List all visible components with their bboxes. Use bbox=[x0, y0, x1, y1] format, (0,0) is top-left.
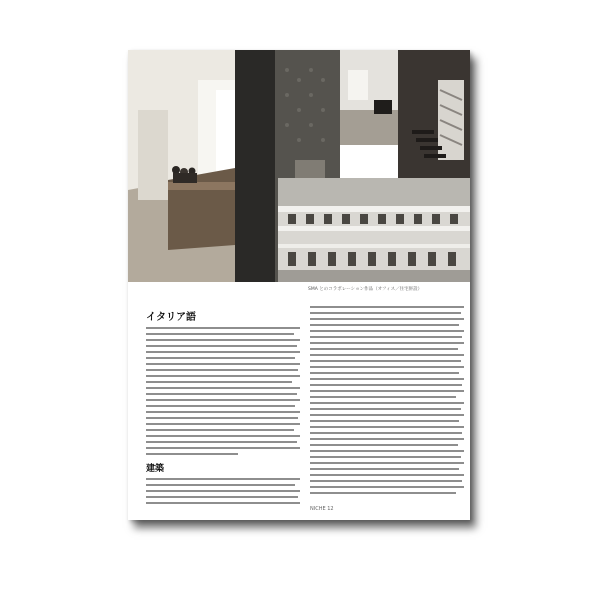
office-corridor-photo bbox=[128, 50, 235, 282]
text-line bbox=[310, 474, 464, 476]
text-line bbox=[310, 468, 459, 470]
text-line bbox=[310, 402, 464, 404]
page-folio: NICHE 12 bbox=[310, 506, 334, 512]
text-line bbox=[310, 420, 459, 422]
body-text-block bbox=[310, 306, 464, 494]
text-line bbox=[310, 414, 464, 416]
text-line bbox=[310, 354, 464, 356]
text-line bbox=[146, 357, 295, 359]
text-line bbox=[146, 351, 300, 353]
text-line bbox=[310, 342, 464, 344]
text-line bbox=[310, 462, 464, 464]
text-line bbox=[146, 405, 295, 407]
interior-room-photo bbox=[340, 50, 398, 145]
text-line bbox=[146, 496, 298, 498]
text-line bbox=[146, 345, 297, 347]
text-line bbox=[310, 492, 456, 494]
text-line bbox=[146, 478, 300, 480]
text-line bbox=[310, 408, 461, 410]
text-line bbox=[146, 375, 300, 377]
photo-caption: SMA とのコラボレーション作品（オフィス／住宅併設） bbox=[308, 287, 423, 292]
body-text-block bbox=[146, 478, 300, 504]
text-line bbox=[310, 318, 464, 320]
text-line bbox=[146, 369, 298, 371]
text-line bbox=[146, 417, 298, 419]
text-line bbox=[310, 306, 464, 308]
text-line bbox=[146, 327, 300, 329]
text-line bbox=[146, 381, 292, 383]
text-line bbox=[310, 378, 464, 380]
text-line bbox=[146, 490, 300, 492]
text-line bbox=[310, 486, 464, 488]
heading-architecture: 建築 bbox=[146, 464, 165, 474]
text-line bbox=[310, 480, 462, 482]
body-text-block bbox=[146, 327, 300, 455]
text-line bbox=[310, 336, 462, 338]
text-line bbox=[310, 450, 464, 452]
text-line bbox=[146, 363, 300, 365]
text-line bbox=[146, 453, 238, 455]
text-line bbox=[310, 438, 464, 440]
text-line bbox=[146, 339, 300, 341]
text-line bbox=[146, 441, 297, 443]
text-line bbox=[310, 366, 464, 368]
text-line bbox=[146, 411, 300, 413]
text-line bbox=[310, 324, 459, 326]
building-facade-photo bbox=[278, 178, 470, 282]
text-line bbox=[310, 372, 459, 374]
text-line bbox=[146, 435, 300, 437]
text-line bbox=[146, 429, 294, 431]
text-line bbox=[310, 330, 464, 332]
text-line bbox=[310, 384, 462, 386]
text-line bbox=[310, 426, 464, 428]
heading-italian: イタリア語 bbox=[146, 312, 196, 323]
text-line bbox=[146, 393, 297, 395]
text-line bbox=[146, 447, 300, 449]
text-line bbox=[146, 502, 300, 504]
text-line bbox=[146, 423, 300, 425]
text-line bbox=[310, 360, 461, 362]
left-column bbox=[146, 308, 300, 508]
text-line bbox=[310, 444, 458, 446]
staircase-photo bbox=[398, 50, 470, 178]
text-line bbox=[310, 390, 464, 392]
text-line bbox=[310, 312, 461, 314]
text-line bbox=[310, 456, 461, 458]
text-line bbox=[310, 396, 456, 398]
magazine-page bbox=[128, 50, 470, 520]
text-line bbox=[310, 432, 462, 434]
text-line bbox=[310, 348, 458, 350]
text-line bbox=[146, 387, 300, 389]
text-line bbox=[146, 484, 295, 486]
right-column bbox=[310, 306, 464, 498]
text-line bbox=[146, 333, 294, 335]
text-line bbox=[146, 399, 300, 401]
